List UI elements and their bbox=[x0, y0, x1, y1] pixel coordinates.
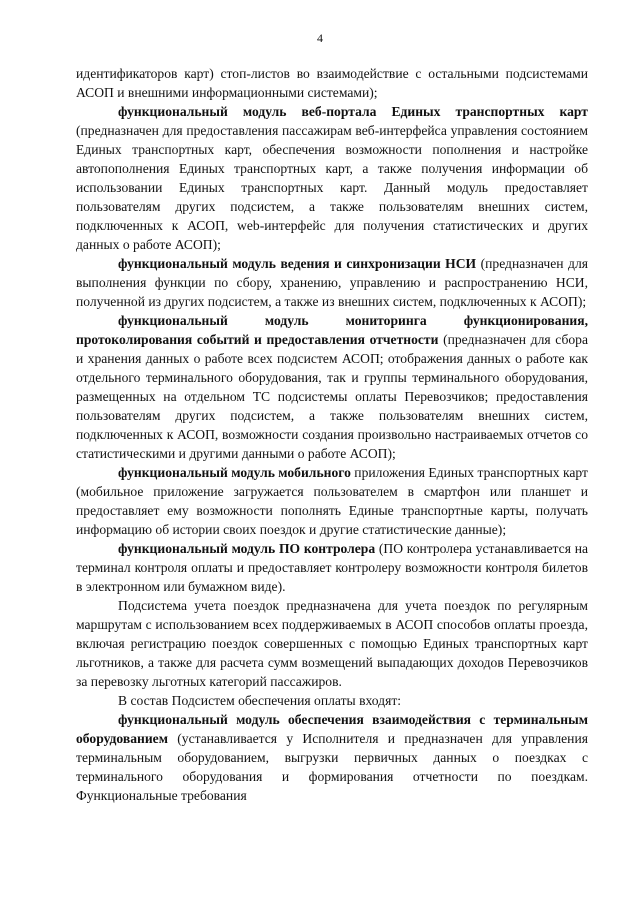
module-title: функциональный модуль ПО контролера bbox=[118, 541, 376, 556]
paragraph-web-portal-module bbox=[76, 102, 588, 254]
paragraph-text: (устанавливается у Исполнителя и предназначен для управления терминальным оборудованием, выгрузки первичных данных о поездках с терминального оборудования и формирования отчетности по поездкам. Функциональные требования bbox=[76, 731, 588, 803]
paragraph-text: (предназначен для сбора и хранения данных о работе всех подсистем АСОП; отображения данных о работе как отдельного терминального оборудования, так и группы терминального оборудования, размещенных на отдельном ТС подсистемы оплаты Перевозчиков; предоставления пользователям других подсистем, а также пользователям внешних систем, подключенных к АСОП, возможности создания произвольно настраиваемых отчетов со статистическими и другими данными о работе АСОП); bbox=[76, 332, 588, 461]
paragraph-text: (предназначен для предоставления пассажирам веб-интерфейса управления состоянием Единых транспортных карт, обеспечения возможности пополнения и настройке автопополнения Единых транспортных карт, а также получения информации об использовании Единых транспортных карт. Данный модуль предоставляет пользователям других подсистем, а также пользователям внешних систем, подключенных к АСОП, web-интерфейс для получения статистических и других данных о работе АСОП); bbox=[76, 123, 588, 252]
paragraph-terminal-module bbox=[76, 710, 588, 805]
document-body bbox=[76, 64, 588, 805]
module-title: функциональный модуль веб-портала Единых транспортных карт bbox=[118, 104, 588, 119]
page-number: 4 bbox=[317, 31, 323, 45]
paragraph-text: идентификаторов карт) стоп-листов во взаимодействие с остальными подсистемами АСОП и внешними информационными системами); bbox=[76, 66, 588, 100]
module-title: функциональный модуль обеспечения взаимодействия с терминальным оборудованием bbox=[76, 712, 588, 746]
paragraph-nsi-module bbox=[76, 254, 588, 311]
paragraph-card-identifiers bbox=[76, 64, 588, 102]
paragraph-text: В состав Подсистем обеспечения оплаты входят: bbox=[118, 693, 402, 708]
module-title: функциональный модуль мониторинга функционирования, протоколирования событий и предоставления отчетности bbox=[76, 313, 588, 347]
paragraph-controller-module bbox=[76, 539, 588, 596]
paragraph-trip-accounting bbox=[76, 596, 588, 691]
paragraph-text: (ПО контролера устанавливается на терминал контроля оплаты и предоставляет контролеру возможности контроля билетов в электронном или бумажном виде). bbox=[76, 541, 588, 594]
paragraph-text: приложения Единых транспортных карт (мобильное приложение загружается пользователем в смартфон или планшет и предоставляет ему возможности пополнять Единые транспортные карты, получать информацию об истории своих поездок и другие статистические данные); bbox=[76, 465, 588, 537]
module-title: функциональный модуль мобильного bbox=[118, 465, 351, 480]
module-title: функциональный модуль ведения и синхронизации НСИ bbox=[118, 256, 477, 271]
paragraph-text: (предназначен для выполнения функции по сбору, хранению, управлению и распространению НСИ, полученной из других подсистем, а также из внешних систем, подключенных к АСОП); bbox=[76, 256, 588, 309]
paragraph-mobile-app-module bbox=[76, 463, 588, 539]
paragraph-monitoring-module bbox=[76, 311, 588, 463]
paragraph-composition-intro bbox=[76, 691, 588, 710]
paragraph-text: Подсистема учета поездок предназначена для учета поездок по регулярным маршрутам с использованием всех поддерживаемых в АСОП способов оплаты проезда, включая регистрацию поездок совершенных с помощью Единых транспортных карт льготников, а также для расчета сумм возмещений выпадающих доходов Перевозчиков за перевозку льготных категорий пассажиров. bbox=[76, 598, 588, 689]
